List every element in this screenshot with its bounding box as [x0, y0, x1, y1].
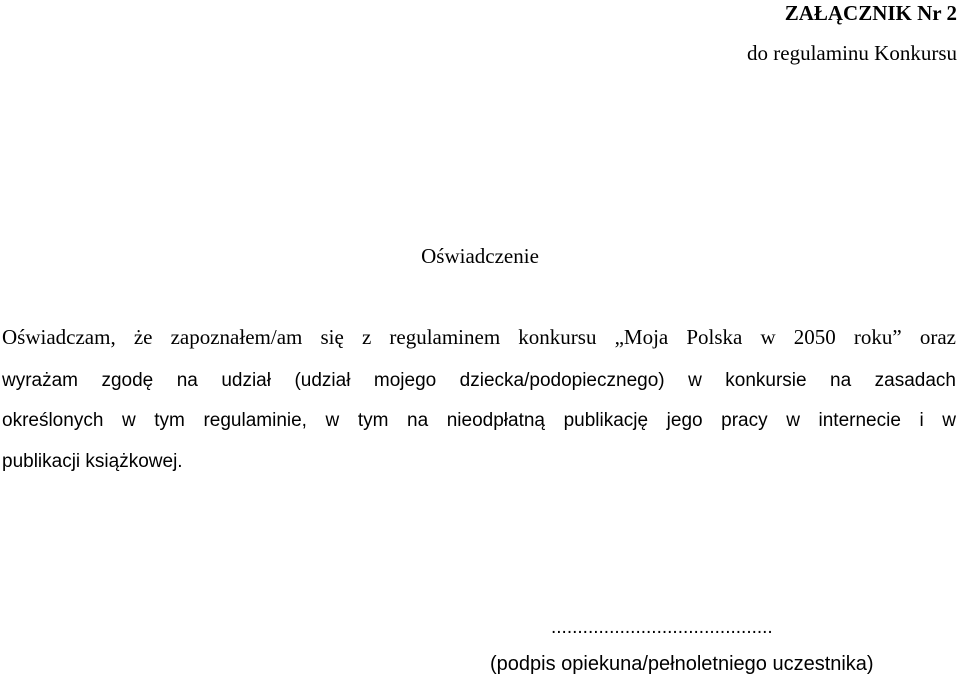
signature-label: (podpis opiekuna/pełnoletniego uczestnika) [490, 653, 874, 675]
attachment-subtitle: do regulaminu Konkursu [747, 41, 957, 65]
statement-line-2: wyrażam zgodę na udział (udział mojego dziecka/podopiecznego) w konkursie na zasadach [2, 370, 956, 391]
statement-line-3: określonych w tym regulaminie, w tym na nieodpłatną publikację jego pracy w internecie i w [2, 410, 956, 431]
statement-line-4: publikacji książkowej. [2, 451, 183, 472]
statement-title: Oświadczenie [421, 244, 539, 268]
attachment-title: ZAŁĄCZNIK Nr 2 [784, 1, 957, 25]
statement-line-1: Oświadczam, że zapoznałem/am się z regulaminem konkursu „Moja Polska w 2050 roku” oraz [2, 325, 956, 349]
signature-line: .......................................... [551, 617, 773, 638]
